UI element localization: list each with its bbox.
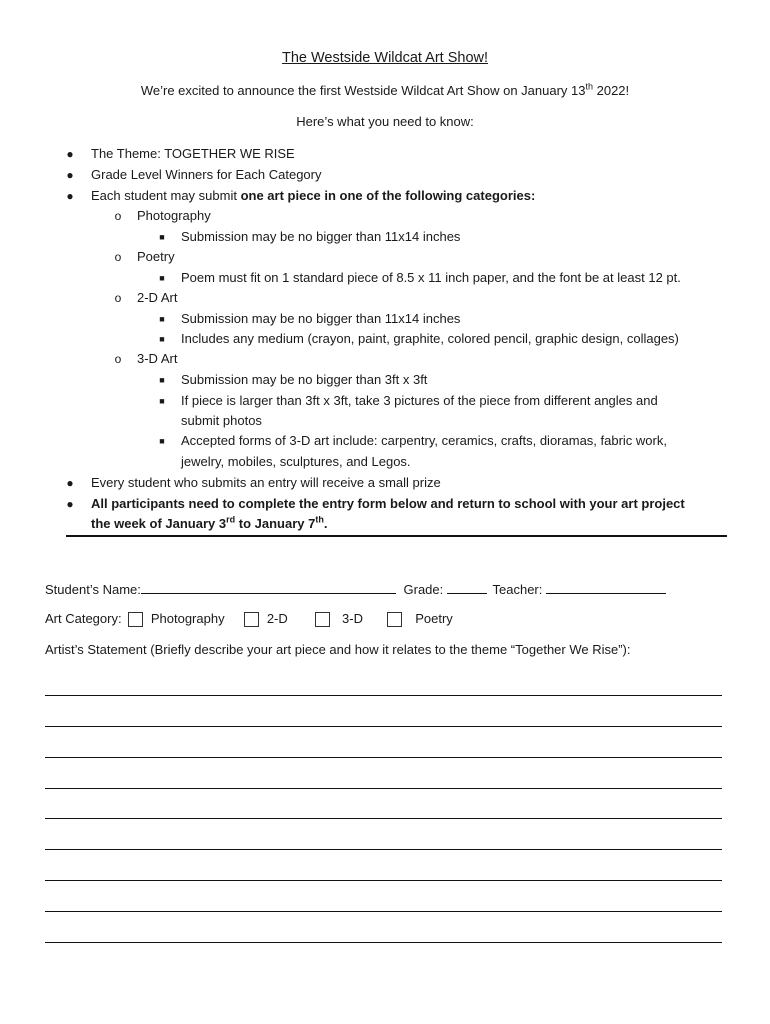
category-poetry: Poetry: [137, 249, 175, 264]
section-divider: [66, 535, 727, 537]
rule-marker: ■: [159, 232, 165, 242]
intro-text: [0, 83, 770, 98]
intro-year: 2022!: [593, 83, 630, 98]
bullet-entry-form: All participants need to complete the entry form below and return to school with your art project: [91, 496, 685, 511]
2d-rule: Includes any medium (crayon, paint, graphite, colored pencil, graphic design, collages): [181, 331, 679, 346]
bullet-marker: ●: [66, 147, 74, 161]
bullet-theme: The Theme: TOGETHER WE RISE: [91, 146, 295, 161]
3d-rule: Submission may be no bigger than 3ft x 3ft: [181, 372, 428, 387]
grade-field[interactable]: [447, 580, 487, 594]
3d-rule: If piece is larger than 3ft x 3ft, take 3 pictures of the piece from different angles and: [181, 393, 658, 408]
intro-ordinal: th: [585, 81, 593, 92]
entry-ordinal: rd: [226, 514, 236, 525]
art-category-label: Art Category:: [45, 611, 122, 626]
artist-statement-label: Artist’s Statement (Briefly describe your art piece and how it relates to the theme “Together We Rise”):: [45, 642, 631, 657]
statement-writing-line[interactable]: [45, 880, 722, 881]
page-title: The Westside Wildcat Art Show!: [281, 50, 489, 66]
option-2d-label: 2-D: [266, 611, 288, 626]
photography-checkbox[interactable]: [128, 612, 143, 627]
rule-marker: ■: [159, 396, 165, 406]
3d-rule-continued: submit photos: [181, 413, 262, 428]
statement-writing-line[interactable]: [45, 726, 722, 727]
bullet-marker: ●: [66, 189, 74, 203]
bullet-submit: [91, 188, 535, 204]
rule-marker: ■: [159, 334, 165, 344]
submit-bold: one art piece in one of the following categories:: [240, 188, 536, 203]
sub-bullet-marker: o: [114, 352, 122, 366]
entry-date-start: the week of January 3: [91, 516, 227, 531]
art-category-row: [45, 611, 453, 627]
bullet-marker: ●: [66, 168, 74, 182]
2d-checkbox[interactable]: [244, 612, 259, 627]
statement-writing-line[interactable]: [45, 849, 722, 850]
sub-bullet-marker: o: [114, 291, 122, 305]
entry-ordinal: th: [315, 514, 324, 525]
rule-marker: ■: [159, 314, 165, 324]
bullet-entry-dates: [91, 516, 327, 532]
statement-writing-line[interactable]: [45, 818, 722, 819]
option-photography-label: Photography: [150, 611, 225, 626]
rule-marker: ■: [159, 273, 165, 283]
teacher-field[interactable]: [546, 580, 666, 594]
rule-marker: ■: [159, 436, 165, 446]
student-name-field[interactable]: [141, 580, 396, 594]
entry-form-name-row: [45, 580, 666, 598]
bullet-marker: ●: [66, 497, 74, 511]
category-3d-art: 3-D Art: [137, 351, 178, 366]
bullet-prize: Every student who submits an entry will receive a small prize: [91, 475, 441, 490]
rule-marker: ■: [159, 375, 165, 385]
statement-writing-line[interactable]: [45, 788, 722, 789]
bullet-marker: ●: [66, 476, 74, 490]
bullet-winners: Grade Level Winners for Each Category: [91, 167, 322, 182]
entry-date-end: to January 7: [235, 516, 316, 531]
category-photography: Photography: [137, 208, 211, 223]
heres-what-heading: Here’s what you need to know:: [296, 114, 474, 129]
3d-checkbox[interactable]: [315, 612, 330, 627]
statement-writing-line[interactable]: [45, 757, 722, 758]
grade-label: Grade:: [403, 582, 444, 597]
3d-rule-continued: jewelry, mobiles, sculptures, and Legos.: [181, 454, 411, 469]
entry-period: .: [323, 516, 328, 531]
intro-text-main: We’re excited to announce the first Westside Wildcat Art Show on January 13: [140, 83, 586, 98]
2d-rule: Submission may be no bigger than 11x14 inches: [181, 311, 461, 326]
statement-writing-line[interactable]: [45, 942, 722, 943]
option-3d-label: 3-D: [342, 611, 363, 626]
poetry-checkbox[interactable]: [387, 612, 402, 627]
sub-bullet-marker: o: [114, 250, 122, 264]
sub-bullet-marker: o: [114, 209, 122, 223]
option-poetry-label: Poetry: [415, 611, 453, 626]
student-name-label: Student’s Name:: [45, 582, 141, 597]
statement-writing-line[interactable]: [45, 911, 722, 912]
submit-prefix: Each student may submit: [91, 188, 241, 203]
statement-writing-line[interactable]: [45, 695, 722, 696]
photography-rule: Submission may be no bigger than 11x14 inches: [181, 229, 461, 244]
category-2d-art: 2-D Art: [137, 290, 178, 305]
3d-rule: Accepted forms of 3-D art include: carpentry, ceramics, crafts, dioramas, fabric work,: [181, 433, 667, 448]
teacher-label: Teacher:: [492, 582, 543, 597]
poetry-rule: Poem must fit on 1 standard piece of 8.5 x 11 inch paper, and the font be at least 12 pt.: [181, 270, 681, 285]
